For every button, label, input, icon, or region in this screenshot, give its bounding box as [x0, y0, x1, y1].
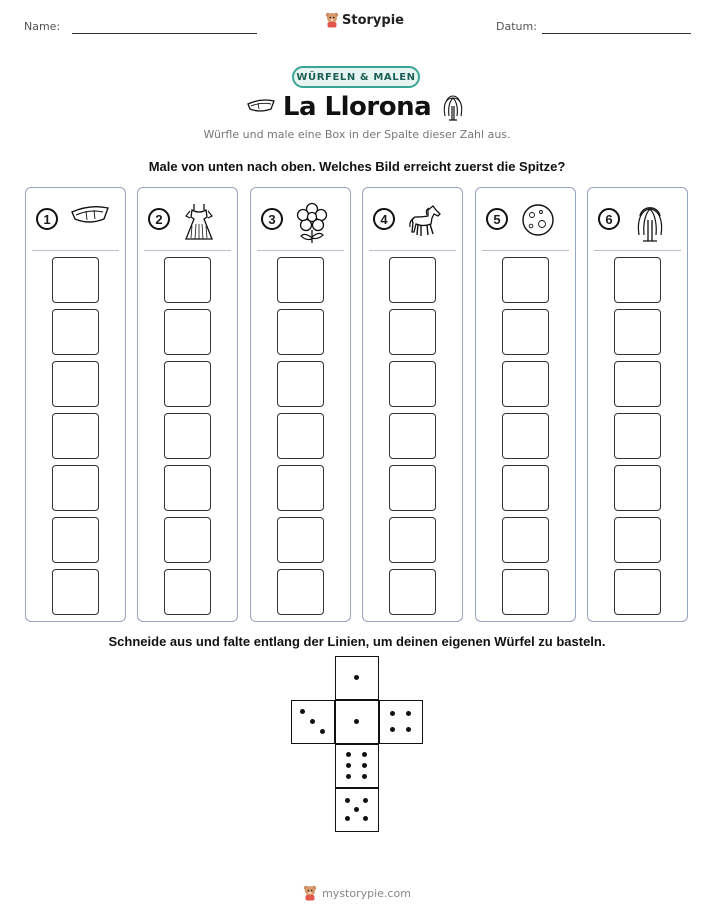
color-box[interactable]: [389, 465, 436, 511]
column-divider: [369, 250, 456, 251]
dice-pip: [363, 798, 368, 803]
column-divider: [594, 250, 681, 251]
bear-mascot-icon: [303, 885, 317, 901]
color-box[interactable]: [277, 569, 324, 615]
dice-pip: [354, 807, 359, 812]
brand-logo: [325, 12, 404, 28]
dice-pip: [346, 752, 351, 757]
dice-pip: [362, 752, 367, 757]
color-box[interactable]: [52, 569, 99, 615]
dice-pip: [406, 727, 411, 732]
color-box[interactable]: [277, 413, 324, 459]
color-box[interactable]: [164, 413, 211, 459]
color-box[interactable]: [277, 361, 324, 407]
column-number: 2: [148, 208, 170, 230]
flower-icon: [295, 202, 329, 248]
color-box[interactable]: [614, 257, 661, 303]
color-box[interactable]: [164, 569, 211, 615]
dice-pip: [362, 774, 367, 779]
color-box[interactable]: [614, 413, 661, 459]
column-divider: [482, 250, 569, 251]
color-box[interactable]: [502, 257, 549, 303]
dice-face-5: [335, 788, 379, 832]
color-box[interactable]: [164, 257, 211, 303]
dice-pip: [354, 675, 359, 680]
column-5: [475, 187, 576, 622]
willow-tree-icon: [632, 202, 668, 248]
dice-pip: [363, 816, 368, 821]
color-box[interactable]: [164, 517, 211, 563]
page-title: La Llorona: [282, 92, 432, 122]
column-instruction: Male von unten nach oben. Welches Bild erreicht zuerst die Spitze?: [148, 159, 566, 174]
column-divider: [144, 250, 231, 251]
color-box[interactable]: [52, 257, 99, 303]
dice-face-4: [379, 700, 423, 744]
dice-face-6: [335, 744, 379, 788]
dice-pip: [346, 763, 351, 768]
dice-pip: [300, 709, 305, 714]
moon-icon: [520, 202, 556, 242]
dice-pip: [362, 763, 367, 768]
column-2: [137, 187, 238, 622]
boat-icon: [246, 96, 276, 116]
color-box[interactable]: [614, 309, 661, 355]
dice-pip: [390, 727, 395, 732]
activity-badge: WÜRFELN & MALEN: [292, 66, 420, 88]
color-box[interactable]: [502, 517, 549, 563]
color-box[interactable]: [52, 517, 99, 563]
color-box[interactable]: [277, 309, 324, 355]
column-number: 1: [36, 208, 58, 230]
column-6: [587, 187, 688, 622]
subtitle: Würfle und male eine Box in der Spalte dieser Zahl aus.: [203, 128, 511, 141]
dice-pip: [345, 816, 350, 821]
dice-face-1: [335, 656, 379, 700]
dice-face-1: [335, 700, 379, 744]
color-box[interactable]: [164, 361, 211, 407]
brand-name: Storypie: [342, 12, 404, 28]
dice-pip: [390, 711, 395, 716]
name-line[interactable]: [72, 33, 257, 34]
column-4: [362, 187, 463, 622]
column-number: 3: [261, 208, 283, 230]
column-number: 6: [598, 208, 620, 230]
color-box[interactable]: [389, 257, 436, 303]
color-box[interactable]: [614, 517, 661, 563]
column-divider: [32, 250, 119, 251]
horse-icon: [407, 202, 445, 244]
color-box[interactable]: [277, 257, 324, 303]
dice-pip: [406, 711, 411, 716]
color-box[interactable]: [614, 361, 661, 407]
footer-url[interactable]: mystorypie.com: [322, 886, 411, 900]
color-box[interactable]: [502, 413, 549, 459]
color-box[interactable]: [52, 361, 99, 407]
dice-face-3: [291, 700, 335, 744]
column-number: 4: [373, 208, 395, 230]
color-box[interactable]: [389, 569, 436, 615]
color-box[interactable]: [389, 517, 436, 563]
color-box[interactable]: [52, 465, 99, 511]
color-box[interactable]: [277, 517, 324, 563]
color-box[interactable]: [389, 309, 436, 355]
color-box[interactable]: [164, 309, 211, 355]
dress-icon: [182, 202, 216, 246]
color-box[interactable]: [502, 361, 549, 407]
boat-icon: [70, 202, 110, 232]
color-box[interactable]: [389, 361, 436, 407]
dice-pip: [310, 719, 315, 724]
dice-pip: [346, 774, 351, 779]
color-box[interactable]: [502, 465, 549, 511]
date-line[interactable]: [542, 33, 691, 34]
color-box[interactable]: [614, 465, 661, 511]
color-box[interactable]: [502, 309, 549, 355]
color-box[interactable]: [277, 465, 324, 511]
dice-instruction: Schneide aus und falte entlang der Linien, um deinen eigenen Würfel zu basteln.: [108, 634, 606, 649]
color-box[interactable]: [614, 569, 661, 615]
dice-pip: [320, 729, 325, 734]
bear-mascot-icon: [325, 12, 339, 28]
column-divider: [257, 250, 344, 251]
willow-tree-icon: [440, 92, 466, 122]
dice-pip: [354, 719, 359, 724]
footer: [0, 885, 714, 901]
color-box[interactable]: [164, 465, 211, 511]
color-box[interactable]: [52, 309, 99, 355]
column-3: [250, 187, 351, 622]
column-1: [25, 187, 126, 622]
column-number: 5: [486, 208, 508, 230]
date-label: Datum:: [496, 20, 537, 33]
dice-pip: [345, 798, 350, 803]
name-label: Name:: [24, 20, 61, 33]
color-box[interactable]: [502, 569, 549, 615]
color-box[interactable]: [52, 413, 99, 459]
color-box[interactable]: [389, 413, 436, 459]
